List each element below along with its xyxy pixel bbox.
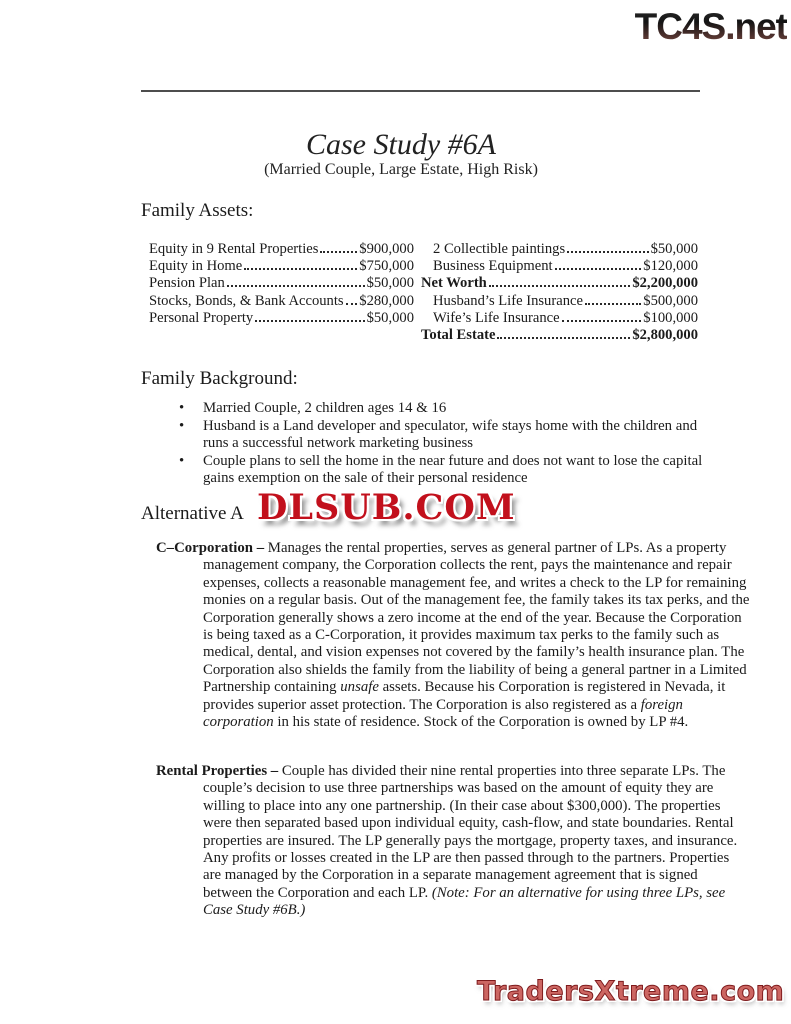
paragraph-text-italic: unsafe [340, 679, 379, 696]
asset-value: $50,000 [650, 241, 698, 257]
asset-label: Net Worth [421, 275, 487, 292]
tradersxtreme-watermark: TradersXtreme.com [477, 976, 785, 1007]
asset-label: Pension Plan [149, 275, 225, 292]
paragraph-text: in his state of residence. Stock of the Corporation is owned by LP #4. [273, 714, 689, 731]
bullet-icon: • [179, 417, 185, 434]
page-title: Case Study #6A [306, 128, 496, 161]
asset-label: Equity in 9 Rental Properties [149, 241, 319, 257]
asset-row [421, 241, 698, 258]
paragraph-text: assets. Because his Corporation is registered in Nevada, it provides superior asset protection. The Corporation is also registered as a [203, 679, 726, 713]
asset-label: Husband’s Life Insurance [433, 292, 583, 309]
asset-label: 2 Collectible paintings [433, 241, 566, 257]
asset-value: $120,000 [643, 258, 698, 275]
asset-value: $2,200,000 [632, 275, 698, 292]
list-item-text: Husband is a Land developer and speculator, wife stays home with the children and runs a successful network marketing business [203, 417, 698, 452]
dot-leader [489, 285, 631, 287]
paragraph-text: Couple has divided their nine rental properties into three separate LPs. The couple’s decision to use three partnerships was based on the amount of equity they are willing to place into any one partnership. (In their case about $300,000). The properties were then separated based upon individual equity, cash-flow, and state boundaries. Rental properties are insured. The LP generally pays the mortgage, property taxes, and insurance. Any profits or losses created in the LP are then passed through to the partners. Properties are managed by the Corporation in a separate management agreement that is signed between the Corporation and each LP. [203, 763, 738, 901]
dot-leader [255, 320, 364, 322]
dot-leader [227, 285, 365, 287]
paragraph-label: C–Corporation – [156, 540, 268, 556]
total-estate-row [421, 327, 698, 344]
asset-value: $100,000 [643, 309, 698, 326]
asset-row [421, 258, 698, 275]
asset-row [149, 241, 414, 258]
asset-value: $750,000 [359, 258, 414, 275]
title-block [121, 129, 681, 179]
dot-leader [585, 303, 641, 305]
tc4s-logo: TC4S.net [634, 6, 787, 47]
asset-row [421, 310, 698, 327]
asset-label: Personal Property [149, 309, 254, 326]
dot-leader [346, 303, 358, 305]
dot-leader [320, 251, 357, 253]
asset-value: $280,000 [359, 292, 414, 309]
asset-label: Total Estate [421, 326, 496, 343]
list-item-text: Married Couple, 2 children ages 14 & 16 [203, 400, 447, 416]
asset-value: $500,000 [643, 292, 698, 309]
dlsub-watermark: DLSUB.COM [257, 487, 516, 528]
page-subtitle: (Married Couple, Large Estate, High Risk) [264, 161, 538, 178]
family-background-heading: Family Background: [141, 368, 298, 389]
family-assets-heading: Family Assets: [141, 200, 254, 221]
dot-leader [567, 251, 648, 253]
asset-row [149, 293, 414, 310]
alternative-a-heading: Alternative A [141, 503, 244, 524]
dot-leader [555, 268, 642, 270]
paragraph-text-italic: foreign corporation [203, 696, 683, 731]
asset-value: $50,000 [366, 275, 414, 292]
dot-leader [562, 320, 642, 322]
c-corporation-paragraph [156, 540, 750, 731]
asset-label: Business Equipment [433, 258, 553, 275]
asset-value: $900,000 [359, 241, 414, 257]
paragraph-note-italic: (Note: For an alternative for using three LPs, see Case Study #6B.) [203, 884, 726, 919]
dot-leader [244, 268, 357, 270]
asset-label: Wife’s Life Insurance [433, 309, 560, 326]
bullet-icon: • [179, 400, 185, 416]
list-item-text: Couple plans to sell the home in the near future and does not want to lose the capital gains exemption on the sale of their personal residence [203, 452, 703, 487]
asset-value: $2,800,000 [632, 326, 698, 343]
header-divider [141, 90, 700, 92]
paragraph-text: Manages the rental properties, serves as general partner of LPs. As a property management company, the Corporation collects the rent, pays the maintenance and repair expenses, collects a reasonable management fee, and writes a check to the LP for remaining monies on a regular basis. Out of the management fee, the family takes its tax perks, and the Corporation generally shows a zero income at the end of the year. Because the Corporation is being taxed as a C-Corporation, it provides maximum tax perks to the family such as medical, dental, and vision expenses not covered by the family’s health insurance plan. The Corporation also shields the family from the liability of being a general partner in a Limited Partnership containing [203, 540, 750, 696]
asset-row [149, 310, 414, 327]
asset-row [149, 275, 414, 292]
list-item [179, 418, 707, 453]
list-item [179, 400, 707, 418]
asset-label: Stocks, Bonds, & Bank Accounts [149, 292, 344, 309]
bullet-icon: • [179, 452, 185, 469]
family-background-list [179, 400, 707, 488]
rental-properties-paragraph [156, 763, 750, 920]
asset-value: $50,000 [366, 309, 414, 326]
paragraph-label: Rental Properties – [156, 763, 282, 779]
asset-label: Equity in Home [149, 258, 243, 275]
dot-leader [497, 337, 630, 339]
asset-row [421, 293, 698, 310]
assets-left-column [149, 241, 414, 327]
net-worth-row [421, 275, 698, 292]
asset-row [149, 258, 414, 275]
list-item [179, 453, 707, 488]
assets-right-column [421, 241, 698, 344]
